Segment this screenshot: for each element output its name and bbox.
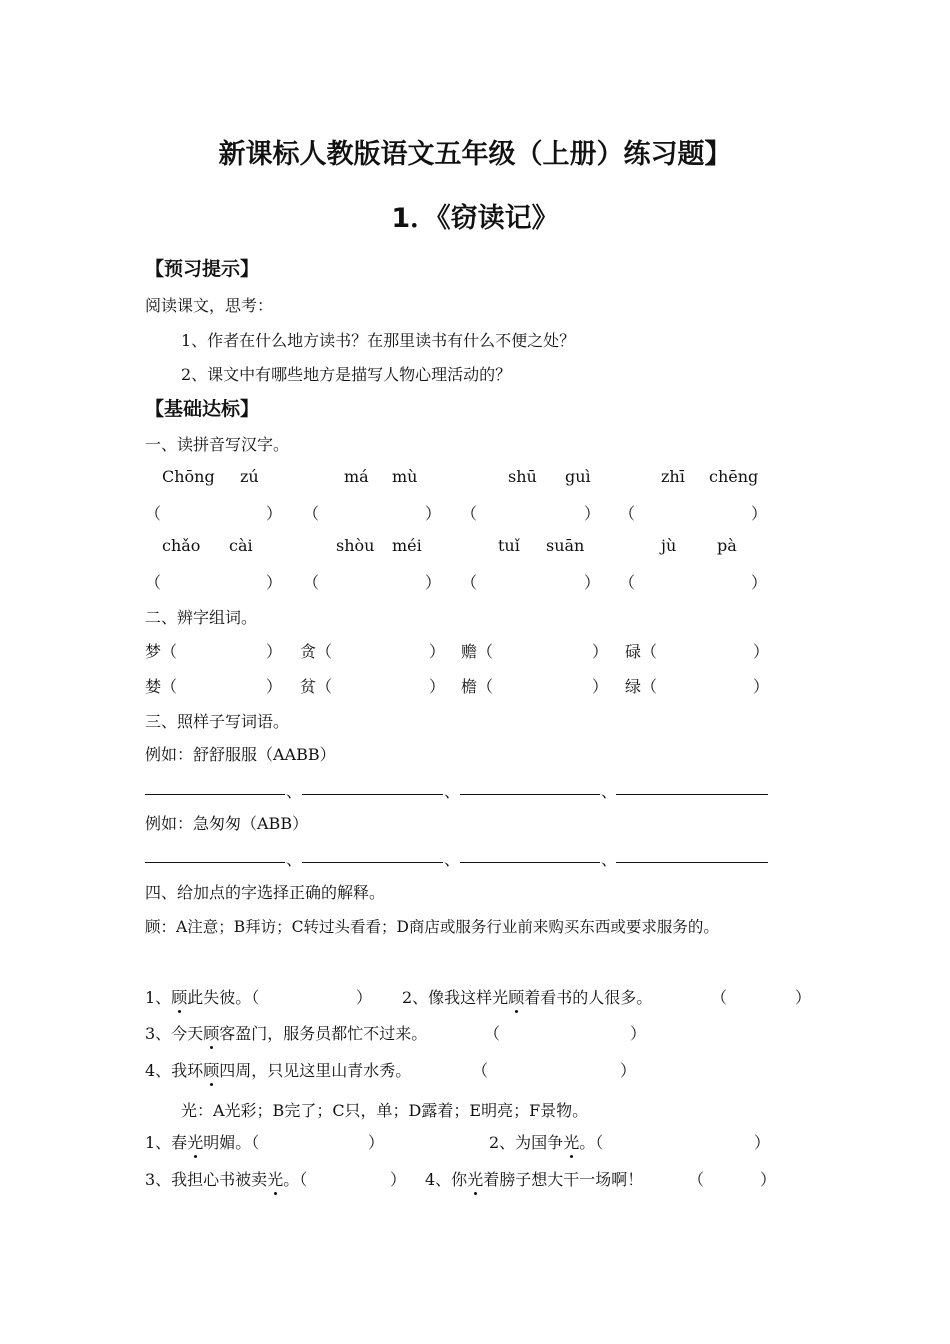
pinyin: Chōng xyxy=(162,467,215,486)
paren-close: ） xyxy=(795,988,812,1007)
dotted-char: 光 xyxy=(187,1130,203,1153)
paren-close: ） xyxy=(584,504,601,523)
pinyin: shū xyxy=(508,467,537,486)
paren-open: （ xyxy=(461,573,478,592)
paren-open: （ xyxy=(461,504,478,523)
paren-close: ） xyxy=(356,988,373,1007)
pinyin: méi xyxy=(392,536,422,555)
separator: 、 xyxy=(601,782,618,801)
pinyin: chēng xyxy=(709,467,759,486)
char-open: 梦（ xyxy=(145,642,178,661)
paren-open: （ xyxy=(303,504,320,523)
gu-question-2: 2、像我这样光顾着看书的人很多。 xyxy=(402,985,652,1008)
separator: 、 xyxy=(444,850,461,869)
paren-close: ） xyxy=(425,504,442,523)
dotted-char: 顾 xyxy=(508,985,524,1008)
separator: 、 xyxy=(444,782,461,801)
pinyin: zhī xyxy=(661,467,685,486)
paren-open: （ xyxy=(484,1024,501,1043)
answer-blank[interactable] xyxy=(616,794,768,795)
guang-definitions: 光：A光彩；B完了；C只，单；D露着；E明亮；F景物。 xyxy=(181,1101,589,1120)
answer-blank[interactable] xyxy=(302,862,443,863)
answer-blank[interactable] xyxy=(460,862,600,863)
paren-open: （ xyxy=(145,573,162,592)
dotted-char: 光 xyxy=(563,1130,579,1153)
paren-close: ） xyxy=(429,677,446,696)
pinyin: zú xyxy=(240,467,259,486)
section-2-title: 二、辨字组词。 xyxy=(145,608,258,627)
paren-close: ） xyxy=(390,1170,407,1189)
dotted-char: 顾 xyxy=(203,1058,219,1081)
page-title: 新课标人教版语文五年级（上册）练习题】 xyxy=(218,139,732,170)
paren-close: ） xyxy=(266,642,283,661)
paren-close: ） xyxy=(266,504,283,523)
paren-close: ） xyxy=(751,573,768,592)
dotted-char: 顾 xyxy=(203,1021,219,1044)
pinyin: guì xyxy=(565,467,591,486)
paren-close: ） xyxy=(425,573,442,592)
guang-question-4: 4、你光着膀子想大干一场啊！ xyxy=(425,1167,643,1190)
char-open: 碌（ xyxy=(625,642,658,661)
paren-open: （ xyxy=(619,504,636,523)
section-1-title: 一、读拼音写汉字。 xyxy=(145,435,290,454)
gu-question-4: 4、我环顾四周，只见这里山青水秀。 xyxy=(145,1058,411,1081)
answer-blank[interactable] xyxy=(616,862,768,863)
paren-close: ） xyxy=(592,642,609,661)
guang-question-3: 3、我担心书被卖光。（ xyxy=(145,1167,307,1190)
gu-question-1: 1、顾此失彼。（ xyxy=(145,985,259,1008)
pinyin: mù xyxy=(392,467,418,486)
char-open: 贫（ xyxy=(300,677,333,696)
preview-heading: 【预习提示】 xyxy=(145,258,260,280)
paren-close: ） xyxy=(584,573,601,592)
paren-close: ） xyxy=(751,504,768,523)
dotted-char: 顾 xyxy=(171,985,187,1008)
lesson-title: 1．《窃读记》 xyxy=(391,203,559,234)
paren-close: ） xyxy=(754,1133,771,1152)
pinyin: má xyxy=(344,467,369,486)
pinyin: suān xyxy=(546,536,585,555)
char-open: 绿（ xyxy=(625,677,658,696)
paren-open: （ xyxy=(303,573,320,592)
pinyin: chǎo xyxy=(162,536,201,555)
section-3-title: 三、照样子写词语。 xyxy=(145,712,290,731)
paren-close: ） xyxy=(760,1170,777,1189)
answer-blank[interactable] xyxy=(145,794,285,795)
paren-close: ） xyxy=(266,677,283,696)
preview-intro: 阅读课文，思考： xyxy=(145,296,274,315)
example-aabb: 例如：舒舒服服（AABB） xyxy=(145,745,336,764)
pinyin: shòu xyxy=(336,536,375,555)
paren-close: ） xyxy=(753,642,770,661)
separator: 、 xyxy=(286,850,303,869)
preview-question-2: 2、课文中有哪些地方是描写人物心理活动的？ xyxy=(181,365,512,384)
paren-open: （ xyxy=(619,573,636,592)
paren-open: （ xyxy=(472,1061,489,1080)
answer-blank[interactable] xyxy=(302,794,443,795)
separator: 、 xyxy=(601,850,618,869)
paren-close: ） xyxy=(620,1061,637,1080)
answer-blank[interactable] xyxy=(460,794,600,795)
paren-close: ） xyxy=(429,642,446,661)
paren-close: ） xyxy=(753,677,770,696)
gu-definitions: 顾：A注意；B拜访；C转过头看看；D商店或服务行业前来购买东西或要求服务的。 xyxy=(145,918,719,936)
paren-open: （ xyxy=(688,1170,705,1189)
char-open: 赡（ xyxy=(461,642,494,661)
dotted-char: 光 xyxy=(467,1167,483,1190)
separator: 、 xyxy=(286,782,303,801)
guang-question-2: 2、为国争光。（ xyxy=(489,1130,603,1153)
pinyin: cài xyxy=(229,536,253,555)
pinyin: tuǐ xyxy=(498,536,520,555)
gu-question-3: 3、今天顾客盈门，服务员都忙不过来。 xyxy=(145,1021,427,1044)
pinyin: pà xyxy=(717,536,737,555)
char-open: 贪（ xyxy=(300,642,333,661)
char-open: 婪（ xyxy=(145,677,178,696)
section-4-title: 四、给加点的字选择正确的解释。 xyxy=(145,883,386,902)
paren-close: ） xyxy=(266,573,283,592)
paren-close: ） xyxy=(630,1024,647,1043)
pinyin: jù xyxy=(661,536,677,555)
paren-close: ） xyxy=(368,1133,385,1152)
basics-heading: 【基础达标】 xyxy=(145,398,260,420)
dotted-char: 光 xyxy=(267,1167,283,1190)
paren-open: （ xyxy=(711,988,728,1007)
paren-close: ） xyxy=(592,677,609,696)
char-open: 檐（ xyxy=(461,677,494,696)
example-abb: 例如：急匆匆（ABB） xyxy=(145,814,309,833)
guang-question-1: 1、春光明媚。（ xyxy=(145,1130,259,1153)
answer-blank[interactable] xyxy=(145,862,285,863)
paren-open: （ xyxy=(145,504,162,523)
preview-question-1: 1、作者在什么地方读书？在那里读书有什么不便之处？ xyxy=(181,331,576,350)
